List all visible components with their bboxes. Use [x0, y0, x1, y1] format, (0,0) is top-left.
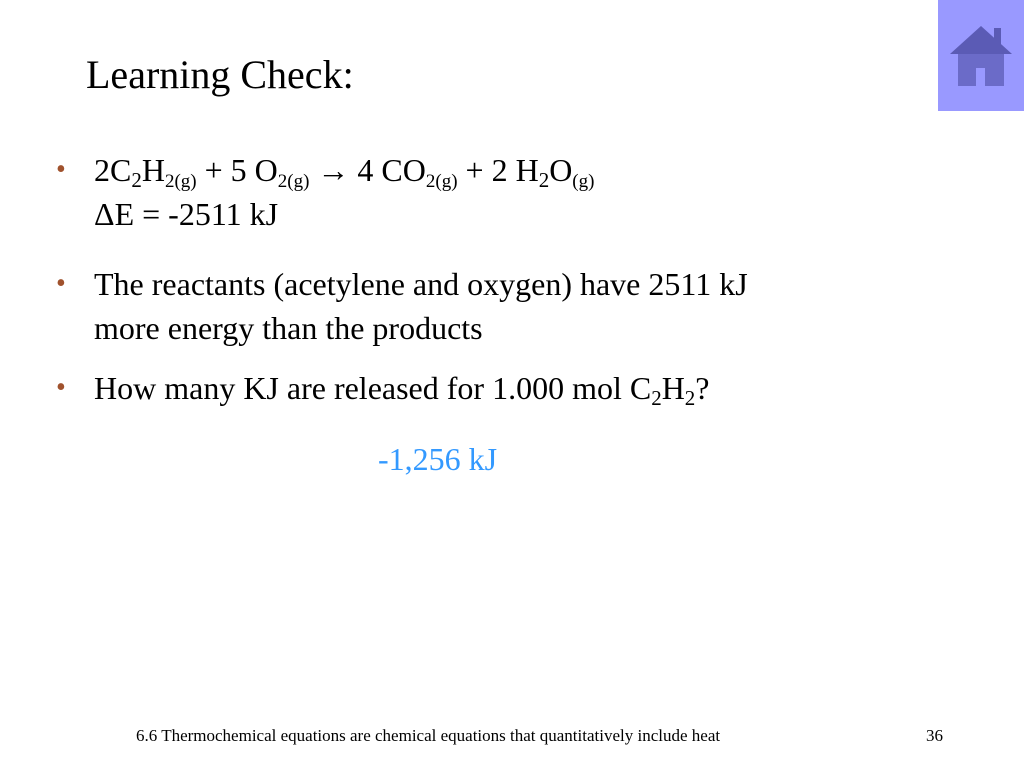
home-icon [950, 24, 1012, 88]
bullet-marker: • [56, 372, 66, 403]
answer-text: -1,256 kJ [378, 441, 498, 477]
question-text: How many KJ are released for 1.000 mol C2H2? [94, 370, 710, 410]
footer-text: 6.6 Thermochemical equations are chemical equations that quantitatively include heat [136, 726, 721, 745]
delta-e-value: ΔE = -2511 kJ [94, 196, 279, 232]
home-button[interactable] [938, 0, 1024, 111]
chemical-equation: 2C2H2(g) + 5 O2(g) → 4 CO2(g) + 2 H2O(g) [94, 152, 595, 192]
slide-title: Learning Check: [86, 52, 354, 97]
bullet-line: The reactants (acetylene and oxygen) have 2511 kJ [94, 266, 748, 302]
bullet-line: more energy than the products [94, 310, 483, 346]
page-number: 36 [926, 726, 943, 745]
bullet-marker: • [56, 154, 66, 185]
bullet-marker: • [56, 268, 66, 299]
